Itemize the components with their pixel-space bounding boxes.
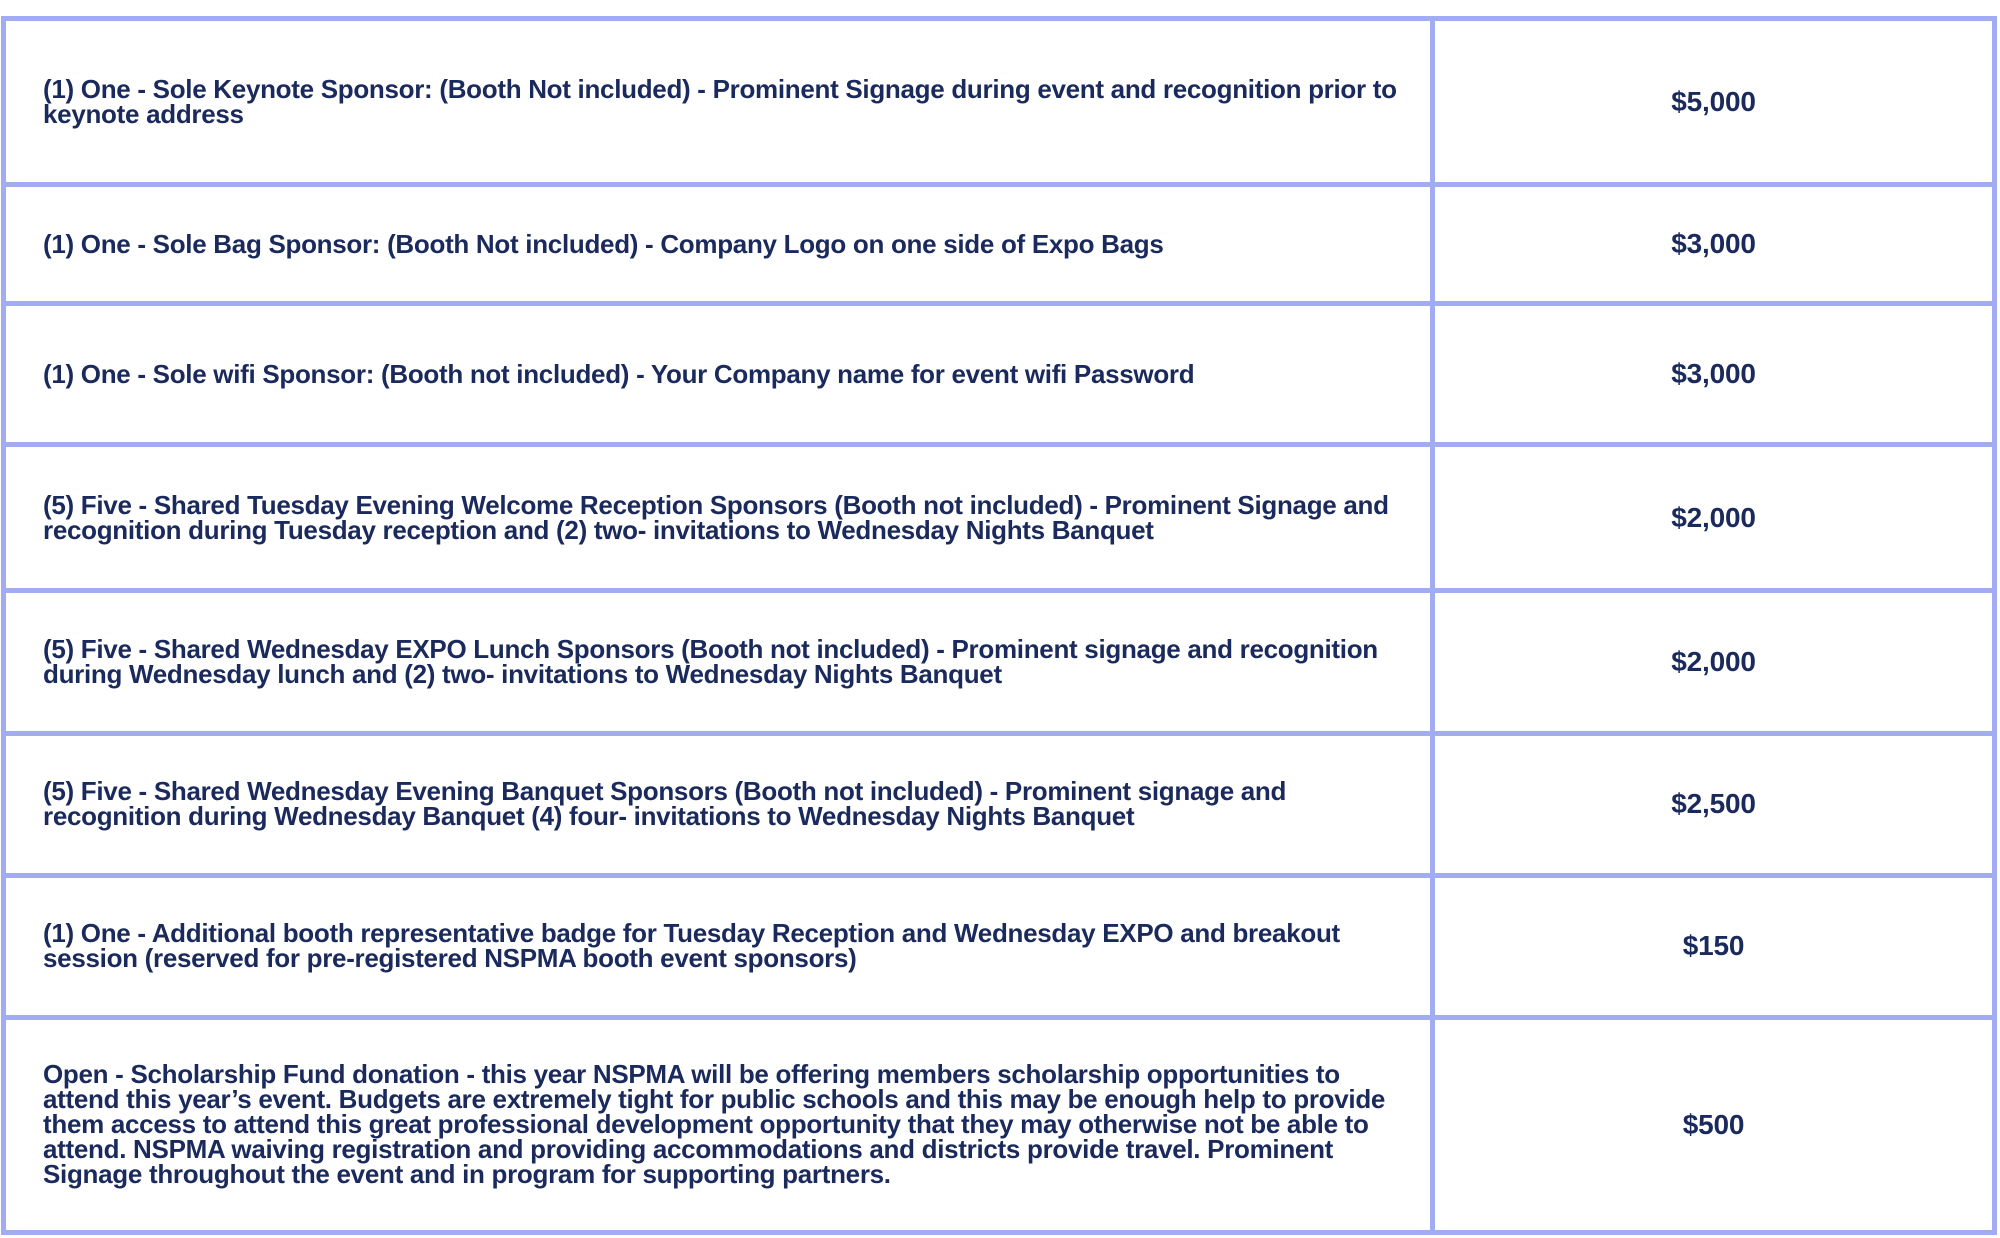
price-text: $2,000 [1671, 501, 1756, 533]
table-row [4, 733, 1995, 875]
sponsorship-price [1433, 304, 1995, 445]
price-text: $2,500 [1671, 788, 1756, 820]
table-row [4, 304, 1995, 445]
description-text: (1) One - Additional booth representative badge for Tuesday Reception and Wednesday EXPO and breakout session (reserved for pre-registered NSPMA booth event sponsors) [43, 918, 1340, 974]
price-text: $150 [1682, 930, 1745, 962]
sponsorship-description [4, 875, 1433, 1017]
description-text: (1) One - Sole wifi Sponsor: (Booth not included) - Your Company name for event wifi Password [43, 358, 1195, 389]
description-text: (5) Five - Shared Tuesday Evening Welcome Reception Sponsors (Booth not included) - Prominent Signage and recognition during Tuesday reception and (2) two- invitations to Wednesday Nights Banquet [43, 489, 1389, 545]
description-text: (5) Five - Shared Wednesday Evening Banquet Sponsors (Booth not included) - Prominent signage and recognition during Wednesday Banquet (4) four- invitations to Wednesday Nights Banquet [43, 776, 1287, 832]
sponsorship-price [1433, 875, 1995, 1017]
sponsorship-description [4, 304, 1433, 445]
sponsorship-description [4, 185, 1433, 304]
price-text: $500 [1682, 1108, 1745, 1140]
price-text: $5,000 [1671, 85, 1756, 117]
table-row [4, 591, 1995, 733]
table-row [4, 185, 1995, 304]
sponsorship-table [1, 16, 1997, 1235]
sponsorship-price [1433, 445, 1995, 591]
description-text: (5) Five - Shared Wednesday EXPO Lunch Sponsors (Booth not included) - Prominent signage and recognition during Wednesday lunch and (2) two- invitations to Wednesday Nights Banquet [43, 633, 1378, 689]
price-text: $3,000 [1671, 358, 1756, 390]
table-row [4, 445, 1995, 591]
sponsorship-price [1433, 733, 1995, 875]
sponsorship-price [1433, 1017, 1995, 1232]
description-text: Open - Scholarship Fund donation - this year NSPMA will be offering members scholarship opportunities to attend this year’s event. Budgets are extremely tight for public schools and this may be enough help to provide them access to attend this great professional development opportunity that they may otherwise not be able to attend. NSPMA waiving registration and providing accommodations and districts provide travel. Prominent Signage throughout the event and in program for supporting partners. [43, 1059, 1386, 1190]
sponsorship-price [1433, 19, 1995, 185]
sponsorship-price [1433, 591, 1995, 733]
sponsorship-description [4, 733, 1433, 875]
table-row [4, 19, 1995, 185]
table-row [4, 1017, 1995, 1232]
description-text: (1) One - Sole Bag Sponsor: (Booth Not included) - Company Logo on one side of Expo Bags [43, 228, 1164, 259]
sponsorship-description [4, 1017, 1433, 1232]
sponsorship-description [4, 591, 1433, 733]
price-text: $2,000 [1671, 645, 1756, 677]
sponsorship-description [4, 445, 1433, 591]
sponsorship-description [4, 19, 1433, 185]
description-text: (1) One - Sole Keynote Sponsor: (Booth Not included) - Prominent Signage during event and recognition prior to keynote address [43, 73, 1397, 129]
table-row [4, 875, 1995, 1017]
price-text: $3,000 [1671, 228, 1756, 260]
sponsorship-price [1433, 185, 1995, 304]
